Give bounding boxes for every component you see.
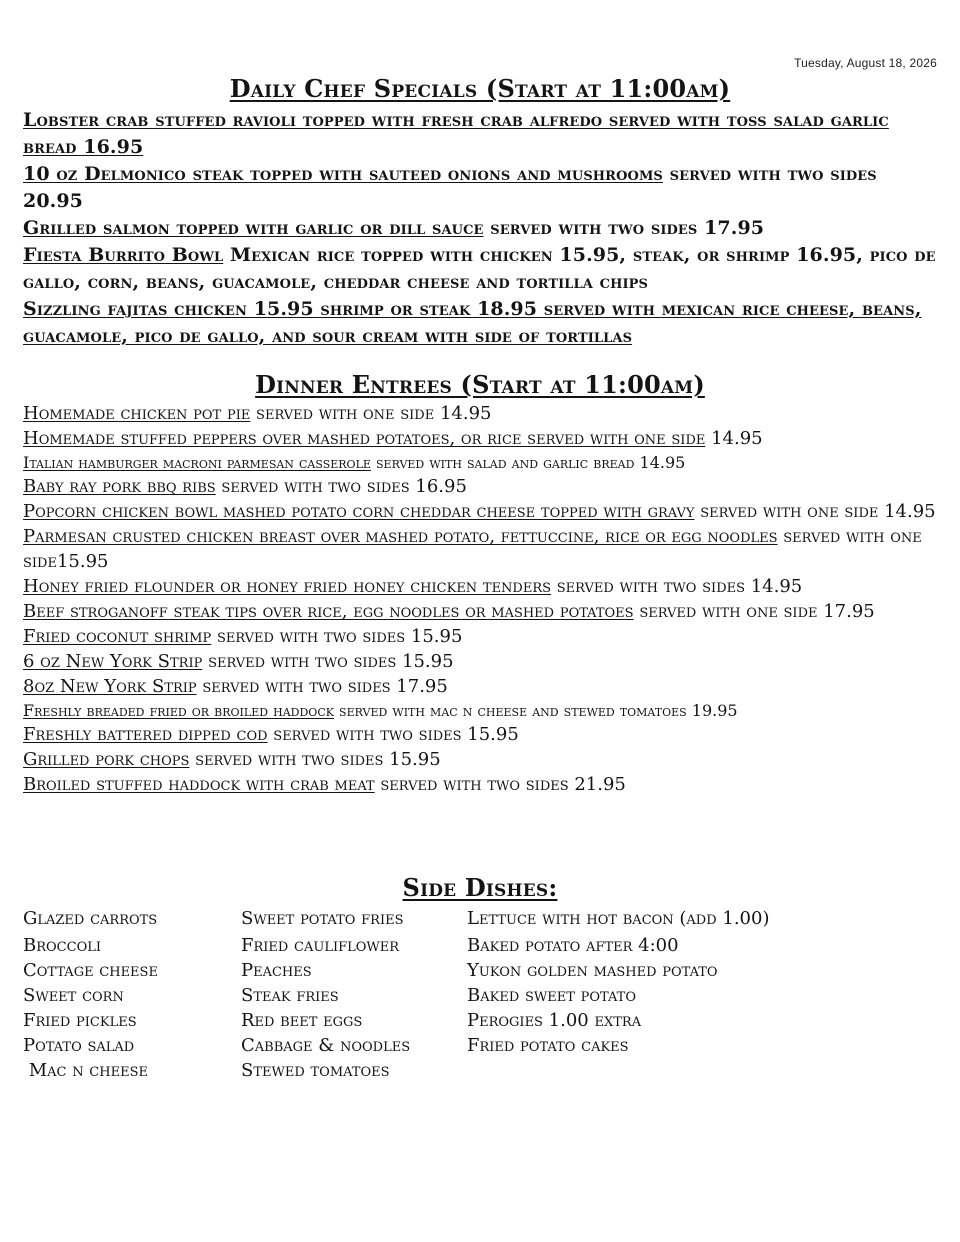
entree-item-name: Freshly battered dipped cod [23,724,268,745]
side-row [23,958,943,983]
special-item-name: Lobster crab stuffed ravioli topped with fresh crab alfredo served with toss salad garlic bread 16.95 [23,109,889,158]
special-item [23,161,943,215]
special-item-detail: Mexican rice topped with chicken 15.95, steak, or shrimp 16.95, pico de gallo, corn, beans, guacamole, cheddar cheese and tortilla chips [23,244,936,293]
entree-item-name: Homemade stuffed peppers over mashed potatoes, or rice served with one side [23,428,706,449]
entree-item-name: Grilled pork chops [23,749,190,770]
entree-item-name: Broiled stuffed haddock with crab meat [23,774,375,795]
entree-item-name: Italian hamburger macroni parmesan casserole [23,453,371,472]
entree-item-detail: served with two sides 15.95 [189,749,441,770]
sides-table [23,906,943,1083]
entree-item [23,772,943,797]
entree-item-name: 8oz New York Strip [23,676,197,697]
side-item: Broccoli [23,935,101,956]
side-item: Cottage cheese [23,960,158,981]
entree-item-detail: served with two sides 16.95 [215,476,467,497]
entree-item [23,426,943,451]
special-item [23,107,943,161]
side-item [467,1058,943,1083]
sides-heading: Side Dishes: [402,873,558,902]
side-item: Perogies 1.00 extra [467,1010,642,1031]
entree-item [23,722,943,747]
side-row [23,1058,943,1083]
side-item: Red beet eggs [241,1010,363,1031]
entree-item-name: Popcorn chicken bowl mashed potato corn cheddar cheese topped with gravy [23,501,695,522]
side-item: Cabbage & noodles [241,1035,411,1056]
entree-item [23,674,943,699]
entree-item-detail: served with two sides 15.95 [267,724,519,745]
entree-item [23,624,943,649]
entrees-list [23,401,943,797]
entree-item-detail: served with two sides 21.95 [374,774,626,795]
specials-heading: Daily Chef Specials (Start at 11:00am) [229,74,731,103]
side-item: Peaches [241,960,312,981]
side-item: Lettuce with hot bacon (add 1.00) [467,908,770,929]
entree-item-name: Honey fried flounder or honey fried honey chicken tenders [23,576,552,597]
entree-item [23,474,943,499]
special-item [23,242,943,296]
side-item: Mac n cheese [23,1060,148,1081]
side-item: Steak fries [241,985,339,1006]
entree-item-detail: served with two sides 15.95 [211,626,463,647]
entree-item [23,599,943,624]
entree-item-detail: served with one side 14.95 [694,501,936,522]
entree-item [23,401,943,426]
entree-item-name: 6 oz New York Strip [23,651,203,672]
entree-item-name: Freshly breaded fried or broiled haddock [23,701,334,720]
entree-item-detail: served with one side15.95 [23,526,922,572]
entree-item-name: Baby ray pork bbq ribs [23,476,216,497]
side-item: Potato salad [23,1035,135,1056]
entree-item-detail: served with one side 17.95 [633,601,875,622]
entree-item-detail: served with two sides 14.95 [551,576,803,597]
specials-list [23,107,943,350]
entree-item-detail: served with two sides 17.95 [196,676,448,697]
entree-item [23,524,943,574]
entree-item [23,649,943,674]
side-item: Glazed carrots [23,908,158,929]
entree-item [23,747,943,772]
side-item: Yukon golden mashed potato [467,960,718,981]
side-row [23,906,943,933]
entrees-heading: Dinner Entrees (Start at 11:00am) [255,370,705,399]
entree-item-name: Parmesan crusted chicken breast over mashed potato, fettuccine, rice or egg noodles [23,526,778,547]
side-row [23,1033,943,1058]
entree-item-detail: served with two sides 15.95 [202,651,454,672]
side-row [23,933,943,958]
side-row [23,983,943,1008]
side-item: Fried cauliflower [241,935,400,956]
entree-item-name: Fried coconut shrimp [23,626,212,647]
side-item: Sweet corn [23,985,124,1006]
special-item-name: 10 oz Delmonico steak topped with sauteed onions and mushrooms [23,163,663,185]
entree-item [23,499,943,524]
side-item: Sweet potato fries [241,908,404,929]
special-item-detail: served with two sides 17.95 [483,217,765,239]
entree-item [23,699,943,722]
special-item-name: Fiesta Burrito Bowl [23,244,224,266]
entree-item-name: Homemade chicken pot pie [23,403,251,424]
special-item-name: Grilled salmon topped with garlic or dill sauce [23,217,484,239]
side-item: Fried potato cakes [467,1035,629,1056]
special-item-detail: served with two sides 20.95 [23,163,877,212]
entree-item-name: Beef stroganoff steak tips over rice, egg noodles or mashed potatoes [23,601,634,622]
entree-item-detail: 14.95 [705,428,763,449]
special-item-name: Sizzling fajitas chicken 15.95 shrimp or steak 18.95 served with mexican rice cheese, beans, guacamole, pico de gallo, and sour cream with side of tortillas [23,298,922,347]
side-item: Stewed tomatoes [241,1060,390,1081]
special-item [23,215,943,242]
entree-item-detail: served with salad and garlic bread 14.95 [370,453,686,472]
side-item: Fried pickles [23,1010,137,1031]
entree-item [23,574,943,599]
side-row [23,1008,943,1033]
entree-item-detail: served with one side 14.95 [250,403,492,424]
print-date: Tuesday, August 18, 2026 [794,56,937,70]
entree-item [23,451,943,474]
entree-item-detail: served with mac n cheese and stewed tomatoes 19.95 [333,701,738,720]
special-item [23,296,943,350]
side-item: Baked potato after 4:00 [467,935,679,956]
side-item: Baked sweet potato [467,985,636,1006]
